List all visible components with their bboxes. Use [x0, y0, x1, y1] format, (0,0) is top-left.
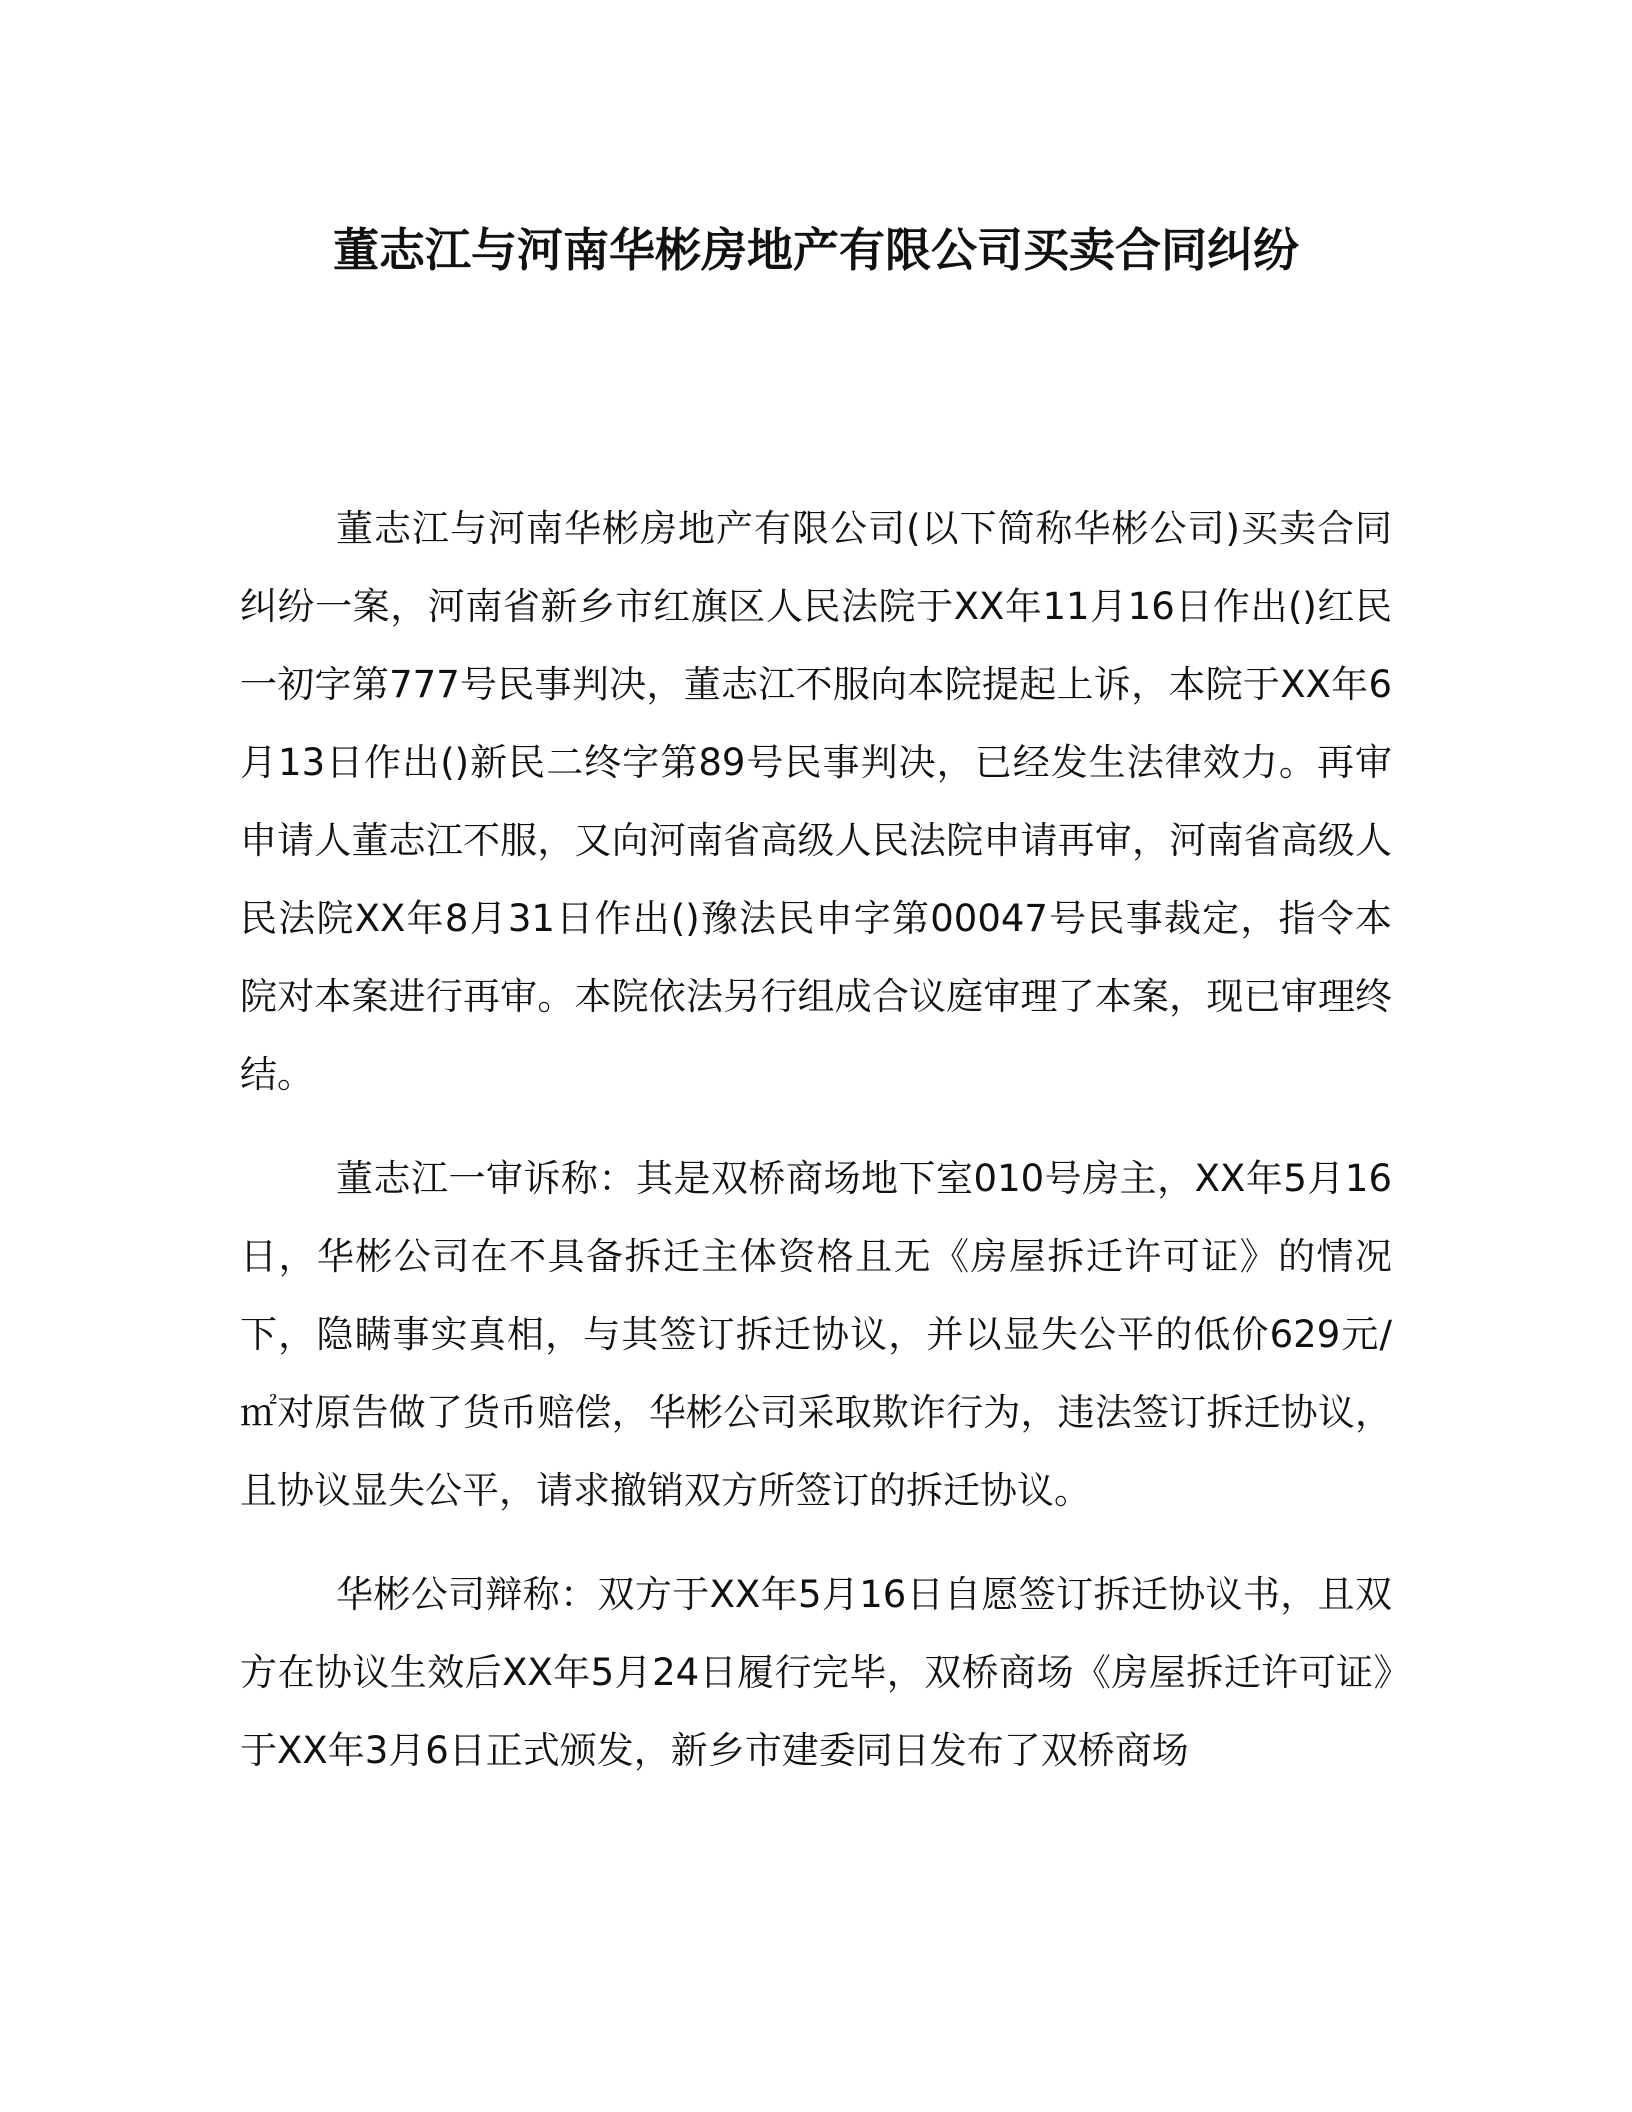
document-title: 董志江与河南华彬房地产有限公司买卖合同纠纷: [333, 223, 1299, 277]
paragraph-case-background: 董志江与河南华彬房地产有限公司(以下简称华彬公司)买卖合同纠纷一案，河南省新乡市红旗区人民法院于XX年11月16日作出()红民一初字第777号民事判决，董志江不服向本院提起上诉，本院于XX年6月13日作出()新民二终字第89号民事判决，已经发生法律效力。再审申请人董志江不服，又向河南省高级人民法院申请再审，河南省高级人民法院XX年8月31日作出()豫法民申字第00047号民事裁定，指令本院对本案进行再审。本院依法另行组成合议庭审理了本案，现已审理终结。: [240, 507, 1392, 1096]
paragraph-defendant-response: 华彬公司辩称：双方于XX年5月16日自愿签订拆迁协议书，且双方在协议生效后XX年5月24日履行完毕，双桥商场《房屋拆迁许可证》于XX年3月6日正式颁发，新乡市建委同日发布了双桥商场: [240, 1573, 1392, 1772]
document-body: [240, 490, 1392, 1816]
paragraph-plaintiff-claim: 董志江一审诉称：其是双桥商场地下室010号房主，XX年5月16日，华彬公司在不具备拆迁主体资格且无《房屋拆迁许可证》的情况下，隐瞒事实真相，与其签订拆迁协议，并以显失公平的低价629元/㎡对原告做了货币赔偿，华彬公司采取欺诈行为，违法签订拆迁协议，且协议显失公平，请求撤销双方所签订的拆迁协议。: [240, 1157, 1392, 1512]
